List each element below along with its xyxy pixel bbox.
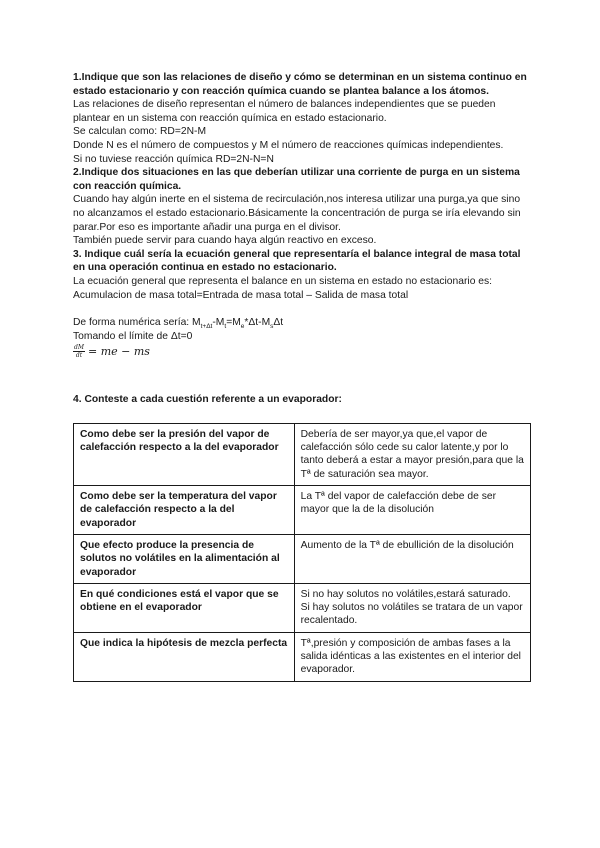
question-4: 4. Conteste a cada cuestión referente a un evaporador: <box>73 394 342 406</box>
numeric-form <box>73 316 533 330</box>
answer-2-line-2: También puede servir para cuando haya algún reactivo en exceso. <box>73 235 377 247</box>
table-answer-cell: Tª,presión y composición de ambas fases a la salida idénticas a las existentes en el interior del evaporador. <box>294 632 530 681</box>
numeric-sub: e <box>240 323 245 331</box>
table-row <box>74 534 531 583</box>
table-question-cell: Que efecto produce la presencia de solutos no volátiles en la alimentación al evaporador <box>74 534 295 583</box>
evaporator-table-body <box>74 423 531 681</box>
derivative-numerator: dM <box>74 344 84 352</box>
answer-3-line-1: La ecuación general que representa el balance en un sistema en estado no estacionario es: Acumulacion de masa total=Entrada de masa total – Salida de masa total <box>73 275 493 301</box>
numeric-sub: t <box>224 323 227 331</box>
table-question-cell: Como debe ser la presión del vapor de calefacción respecto a la del evaporador <box>74 423 295 485</box>
table-row <box>74 423 531 485</box>
derivative-rhs: = me − ms <box>87 344 150 358</box>
answer-1-line-3: Donde N es el número de compuestos y M el número de reacciones químicas independientes. <box>73 139 504 151</box>
question-1: 1.Indique que son las relaciones de diseño y cómo se determinan en un sistema continuo en estado estacionario y con reacción química cuando se plantea balance a los átomos. <box>73 72 527 97</box>
numeric-part: =M <box>226 317 241 329</box>
answer-1-line-4: Si no tuviese reacción química RD=2N-N=N <box>73 153 274 165</box>
table-question-cell: En qué condiciones está el vapor que se obtiene en el evaporador <box>74 583 295 632</box>
numeric-prefix: De forma numérica sería: <box>73 317 193 329</box>
limit-line: Tomando el límite de Δt=0 <box>73 330 193 342</box>
table-row <box>74 632 531 681</box>
answer-1-line-1: Las relaciones de diseño representan el número de balances independientes que se pueden plantear en un sistema con reacción química en estado estacionario. <box>73 99 496 124</box>
table-answer-cell: La Tª del vapor de calefacción debe de ser mayor que la de la disolución <box>294 486 530 535</box>
numeric-part: Δt <box>273 317 284 329</box>
derivative-fraction <box>73 344 85 359</box>
numeric-part: *Δt-M <box>244 317 271 329</box>
table-row <box>74 583 531 632</box>
numeric-part: M <box>192 317 201 329</box>
derivative-formula <box>73 344 533 359</box>
table-question-cell: Que indica la hipótesis de mezcla perfecta <box>74 632 295 681</box>
numeric-part: -M <box>212 317 225 329</box>
table-row <box>74 486 531 535</box>
table-answer-cell: Aumento de la Tª de ebullición de la disolución <box>294 534 530 583</box>
question-3: 3. Indique cuál sería la ecuación general que representaría el balance integral de masa total en una operación continua en estado no estacionario. <box>73 248 521 274</box>
numeric-sub: t+Δt <box>200 323 213 331</box>
question-2: 2.Indique dos situaciones en las que deberían utilizar una corriente de purga en un sistema con reacción química. <box>73 167 520 192</box>
numeric-sub: s <box>270 323 274 331</box>
answer-1-line-2: Se calculan como: RD=2N-M <box>73 126 207 138</box>
table-answer-cell: Debería de ser mayor,ya que,el vapor de calefacción sólo cede su calor latente,y por lo tanto deberá a estar a mayor presión,para que la Tª de saturación sea mayor. <box>294 423 530 485</box>
answer-2-line-1: Cuando hay algún inerte en el sistema de recirculación,nos interesa utilizar una purga,ya que sino no alcanzamos el estado estacionario.Básicamente la concentración de purga se iría elevando sin parar.Por eso es importante añadir una purga en el divisor. <box>73 194 521 233</box>
evaporator-table <box>73 423 531 682</box>
table-question-cell: Como debe ser la temperatura del vapor de calefacción respecto a la del evaporador <box>74 486 295 535</box>
derivative-denominator: dt <box>75 352 83 360</box>
document-page <box>73 71 533 682</box>
table-answer-cell: Si no hay solutos no volátiles,estará saturado. Si hay solutos no volátiles se tratara de un vapor recalentado. <box>294 583 530 632</box>
